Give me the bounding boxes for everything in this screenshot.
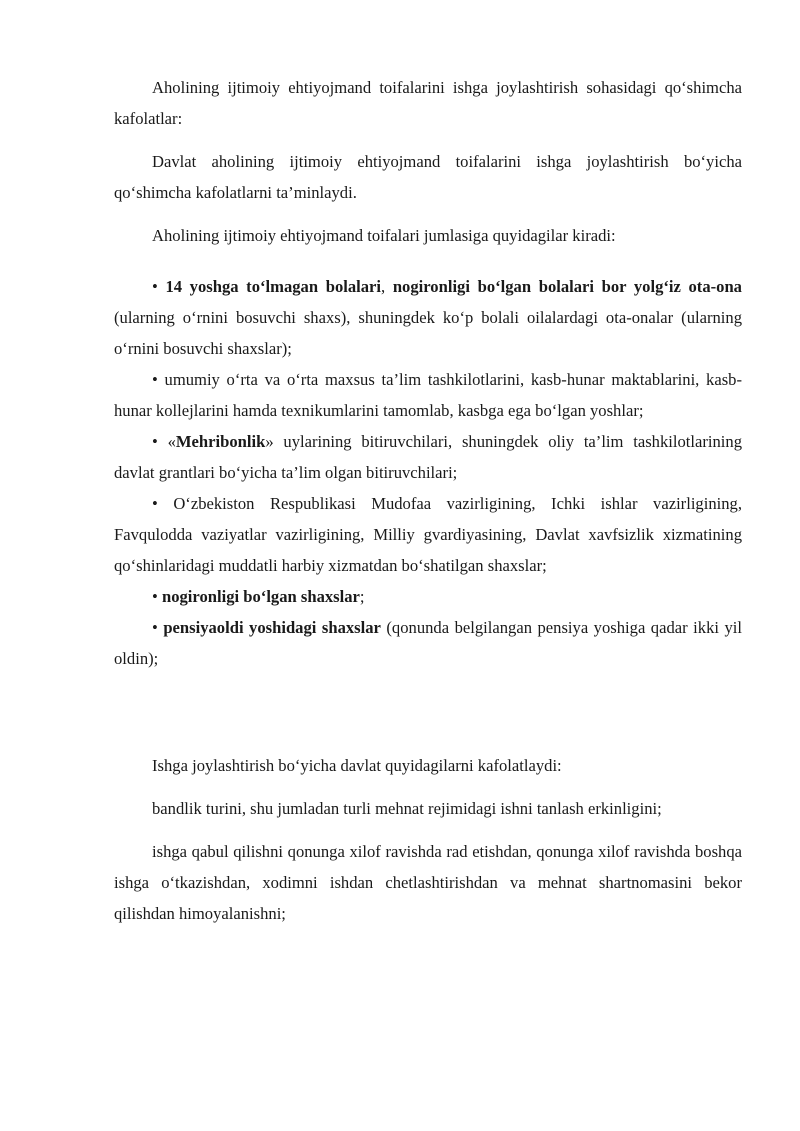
bold-term: nogironligi bo‘lgan bolalari bor yolg‘iz ota-ona — [392, 277, 742, 296]
guarantees-intro: Ishga joylashtirish bo‘yicha davlat quyidagilarni kafolatlaydi: — [152, 756, 562, 775]
bold-term: pensiyaoldi yoshidagi shaxslar — [163, 618, 381, 637]
bullet: • — [152, 432, 158, 451]
list-item — [114, 612, 742, 674]
list-item: • «Mehribonlik» uylarining bitiruvchilari, shuningdek oliy ta’lim tashkilotlarining davlat grantlari bo‘yicha ta’lim olgan bitiruvchilari; — [114, 432, 742, 482]
guarantee-paragraph: bandlik turini, shu jumladan turli mehnat rejimidagi ishni tanlash erkinligini; — [152, 799, 662, 818]
list-item — [114, 488, 742, 581]
intro-paragraph: Davlat aholining ijtimoiy ehtiyojmand toifalarini ishga joylashtirish bo‘yicha qo‘shimcha kafolatlarni ta’minlaydi. — [114, 152, 742, 202]
list-item: • 14 yoshga to‘lmagan bolalari, nogironligi bo‘lgan bolalari bor yolg‘iz ota-ona (ularning o‘rnini bosuvchi shaxs), shuningdek ko‘p bolali oilalardagi ota-onalar (ularning o‘rnini bosuvchi shaxslar); — [114, 277, 742, 358]
list-item-text: (ularning o‘rnini bosuvchi shaxs), shuningdek ko‘p bolali oilalardagi ota-onalar (ularning o‘rnini bosuvchi shaxslar); — [114, 308, 742, 358]
list-item-text: ; — [359, 587, 365, 606]
bold-term: Mehribonlik — [175, 432, 266, 451]
list-item-text: uylarining bitiruvchilari, shuningdek oliy ta’lim tashkilotlarining davlat grantlari bo‘yicha ta’lim olgan bitiruvchilari; — [114, 432, 742, 482]
bullet: • — [152, 494, 158, 513]
guarantee-paragraph: ishga qabul qilishni qonunga xilof ravishda rad etishdan, qonunga xilof ravishda boshqa ishga o‘tkazishdan, xodimni ishdan chetlashtirishdan va mehnat shartnomasini bekor qilishdan himoyalanishni; — [114, 842, 742, 923]
list-item-text: O‘zbekiston Respublikasi Mudofaa vazirligining, Ichki ishlar vazirligining, Favqulodda vaziyatlar vazirligining, Milliy gvardiyasining, Davlat xavfsizlik xizmatining qo‘shinlaridagi muddatli harbiy xizmatdan bo‘shatilgan shaxslar; — [114, 494, 742, 575]
list-item — [114, 581, 742, 612]
bullet: • — [152, 618, 158, 637]
document-page — [114, 72, 742, 929]
bold-term: 14 yoshga to‘lmagan bolalari — [165, 277, 382, 296]
bold-term: nogironligi bo‘lgan shaxslar — [161, 587, 360, 606]
bullet: • — [152, 587, 158, 606]
section-heading: Aholining ijtimoiy ehtiyojmand toifalarini ishga joylashtirish sohasidagi qo‘shimcha kafolatlar: — [114, 78, 742, 128]
bullet: • — [152, 370, 158, 389]
bullet: • — [152, 277, 158, 296]
list-intro: Aholining ijtimoiy ehtiyojmand toifalari jumlasiga quyidagilar kiradi: — [152, 226, 616, 245]
list-item-text: (qonunda belgilangan pensiya yoshiga qadar ikki yil oldin); — [114, 618, 742, 668]
list-item-text: umumiy o‘rta va o‘rta maxsus ta’lim tashkilotlarini, kasb-hunar maktablarini, kasb-hunar kollejlarini hamda texnikumlarini tamomlab, kasbga ega bo‘lgan yoshlar; — [114, 370, 742, 420]
list-item — [114, 364, 742, 426]
